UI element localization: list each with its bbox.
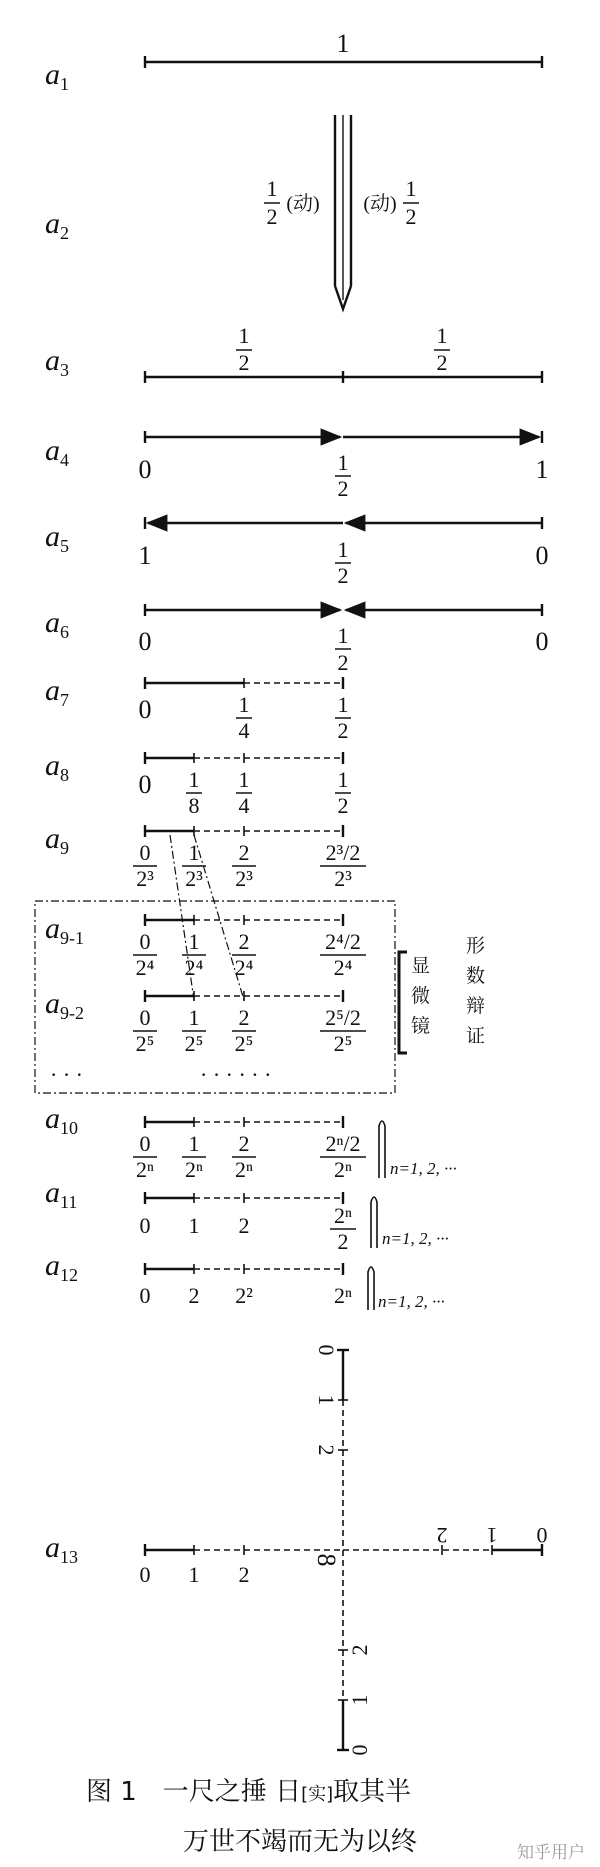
svg-text:8: 8: [188, 793, 200, 818]
svg-text:2: 2: [337, 563, 349, 588]
svg-text:1: 1: [486, 1523, 498, 1548]
svg-text:2: 2: [436, 1523, 448, 1548]
svg-text:0: 0: [139, 1131, 151, 1156]
svg-text:1: 1: [188, 1005, 200, 1030]
row-a8: [145, 752, 343, 764]
zoom-guides: [170, 835, 244, 1000]
svg-text:2²: 2²: [235, 1283, 253, 1308]
a1-value: 1: [336, 29, 350, 58]
a9-2-labels: [133, 1005, 366, 1056]
svg-text:1: 1: [188, 840, 200, 865]
a12-labels: [140, 1283, 445, 1311]
svg-text:a5: $a_5$: [45, 520, 69, 556]
svg-text:2: 2: [337, 793, 349, 818]
a8-labels: [139, 767, 352, 818]
svg-text:2⁵: 2⁵: [333, 1031, 353, 1056]
svg-text:0: 0: [535, 627, 549, 656]
svg-text:2⁵: 2⁵: [234, 1031, 254, 1056]
caption-line-2: 万世不竭而无为以终: [182, 1827, 418, 1857]
svg-text:2⁵/2: 2⁵/2: [325, 1005, 361, 1030]
svg-text:2³: 2³: [334, 866, 352, 891]
svg-text:2ⁿ: 2ⁿ: [334, 1283, 352, 1308]
svg-text:2: 2: [337, 476, 349, 501]
svg-text:(动): (动): [286, 193, 320, 215]
svg-text:数: 数: [466, 965, 486, 987]
svg-text:1: 1: [347, 1694, 372, 1706]
a6-labels: [139, 623, 549, 675]
svg-text:0: 0: [139, 929, 151, 954]
svg-text:2ⁿ: 2ⁿ: [235, 1157, 253, 1182]
svg-text:n=1, 2, ···: n=1, 2, ···: [390, 1159, 457, 1178]
svg-text:n=1, 2, ···: n=1, 2, ···: [378, 1292, 445, 1311]
svg-text:1: 1: [238, 323, 250, 348]
svg-text:0: 0: [139, 1213, 151, 1238]
row-a9-1: [145, 914, 343, 926]
svg-text:2: 2: [347, 1644, 372, 1656]
svg-text:2: 2: [188, 1283, 200, 1308]
row-a7: [145, 677, 343, 689]
svg-text:2: 2: [238, 1005, 250, 1030]
svg-text:2⁴: 2⁴: [234, 955, 254, 980]
a11-labels: [140, 1203, 449, 1254]
svg-text:2³/2: 2³/2: [325, 840, 361, 865]
svg-text:2⁴: 2⁴: [333, 955, 353, 980]
svg-text:1: 1: [337, 537, 349, 562]
svg-text:a8: $a_8$: [45, 749, 69, 785]
row-a9: [145, 825, 343, 837]
svg-text:2: 2: [436, 350, 448, 375]
svg-text:0: 0: [138, 695, 152, 724]
svg-text:n=1, 2, ···: n=1, 2, ···: [382, 1229, 449, 1248]
svg-text:a13: $a_{13}$: [45, 1531, 78, 1567]
microscope-label: [411, 955, 430, 1037]
svg-text:a1: $a_1$: [45, 58, 69, 94]
svg-text:a10: $a_{10}$: [45, 1102, 78, 1138]
svg-text:a2: $a_2$: [45, 207, 69, 243]
svg-text:1: 1: [405, 176, 417, 201]
svg-text:1: 1: [188, 767, 200, 792]
svg-text:显: 显: [411, 955, 431, 977]
caption-line-1: 图 1 一尺之捶 日[实]取其半: [86, 1777, 412, 1807]
svg-text:a9: $a_9$: [45, 822, 69, 858]
svg-text:1: 1: [337, 767, 349, 792]
a10-labels: [133, 1131, 457, 1182]
a7-labels: [139, 692, 352, 743]
svg-text:1: 1: [188, 929, 200, 954]
svg-text:2⁵: 2⁵: [184, 1031, 204, 1056]
svg-text:2ⁿ: 2ⁿ: [136, 1157, 154, 1182]
svg-text:2: 2: [337, 650, 349, 675]
svg-text:1: 1: [337, 623, 349, 648]
a3-labels: [236, 323, 450, 375]
svg-text:2: 2: [238, 1562, 250, 1587]
svg-text:1: 1: [337, 450, 349, 475]
svg-text:2: 2: [238, 1213, 250, 1238]
svg-text:辩: 辩: [466, 995, 486, 1017]
svg-text:0: 0: [347, 1744, 372, 1756]
svg-text:0: 0: [138, 627, 152, 656]
svg-text:4: 4: [238, 718, 250, 743]
svg-text:2: 2: [238, 350, 250, 375]
row-a4: [145, 431, 542, 443]
svg-text:0: 0: [139, 1005, 151, 1030]
a2-labels: [264, 176, 419, 229]
svg-text:1: 1: [337, 692, 349, 717]
microscope-bracket: [399, 952, 407, 1053]
ellipsis-right: · · · · · ·: [200, 1062, 272, 1087]
svg-text:2⁵: 2⁵: [135, 1031, 155, 1056]
svg-text:0: 0: [139, 1283, 151, 1308]
svg-text:0: 0: [138, 770, 152, 799]
svg-text:2⁴/2: 2⁴/2: [325, 929, 361, 954]
svg-text:0: 0: [536, 1523, 548, 1548]
svg-text:a4: $a_4$: [45, 434, 69, 470]
row-a5: [145, 517, 542, 529]
svg-text:2ⁿ: 2ⁿ: [334, 1203, 352, 1228]
svg-text:0: 0: [138, 455, 152, 484]
svg-text:2: 2: [337, 718, 349, 743]
svg-text:2ⁿ/2: 2ⁿ/2: [325, 1131, 361, 1156]
svg-text:1: 1: [188, 1213, 200, 1238]
svg-text:2: 2: [314, 1444, 339, 1456]
svg-text:2³: 2³: [235, 866, 253, 891]
row-a9-2: [145, 990, 343, 1002]
svg-text:1: 1: [436, 323, 448, 348]
svg-text:0: 0: [314, 1344, 339, 1356]
watermark: 知乎用户: [517, 1843, 585, 1863]
svg-text:形: 形: [466, 935, 486, 957]
svg-text:(动): (动): [363, 193, 397, 215]
svg-text:1: 1: [138, 541, 152, 570]
row-a2-blade: [335, 115, 351, 309]
svg-text:微: 微: [411, 985, 431, 1007]
a5-labels: [139, 537, 549, 588]
svg-text:1: 1: [266, 176, 278, 201]
svg-text:1: 1: [188, 1131, 200, 1156]
svg-text:a11: $a_{11}$: [45, 1176, 78, 1212]
a9-labels: [133, 840, 366, 891]
row-a13-cross: [145, 1350, 542, 1750]
svg-text:1: 1: [188, 1562, 200, 1587]
svg-text:0: 0: [139, 840, 151, 865]
svg-text:2: 2: [405, 204, 417, 229]
row-labels: [45, 58, 84, 1567]
svg-text:1: 1: [314, 1394, 339, 1406]
svg-text:0: 0: [139, 1562, 151, 1587]
svg-text:2⁴: 2⁴: [135, 955, 155, 980]
svg-text:a9-2: $a_{9-2}$: [45, 987, 84, 1023]
svg-text:a3: $a_3$: [45, 344, 69, 380]
a9-1-labels: [133, 929, 366, 980]
svg-text:a7: $a_7$: [45, 674, 69, 710]
row-a3: [145, 371, 542, 383]
dialectic-label: [466, 935, 485, 1047]
svg-text:a12: $a_{12}$: [45, 1249, 78, 1285]
svg-text:镜: 镜: [411, 1015, 431, 1037]
svg-text:2: 2: [238, 929, 250, 954]
svg-text:a6: $a_6$: [45, 606, 69, 642]
svg-text:1: 1: [238, 692, 250, 717]
svg-text:2ⁿ: 2ⁿ: [185, 1157, 203, 1182]
ellipsis-left: · · ·: [50, 1062, 83, 1087]
svg-text:8: 8: [312, 1553, 341, 1567]
svg-text:a9-1: $a_{9-1}$: [45, 912, 84, 948]
svg-text:2³: 2³: [185, 866, 203, 891]
svg-text:0: 0: [535, 541, 549, 570]
svg-text:2: 2: [238, 840, 250, 865]
svg-text:2: 2: [337, 1229, 349, 1254]
svg-text:2: 2: [266, 204, 278, 229]
svg-text:证: 证: [466, 1025, 486, 1047]
svg-text:2³: 2³: [136, 866, 154, 891]
svg-text:2⁴: 2⁴: [184, 955, 204, 980]
svg-text:2: 2: [238, 1131, 250, 1156]
a4-labels: [139, 450, 549, 501]
svg-text:2ⁿ: 2ⁿ: [334, 1157, 352, 1182]
svg-text:1: 1: [535, 455, 549, 484]
svg-text:1: 1: [238, 767, 250, 792]
svg-text:4: 4: [238, 793, 250, 818]
row-a6: [145, 604, 542, 616]
